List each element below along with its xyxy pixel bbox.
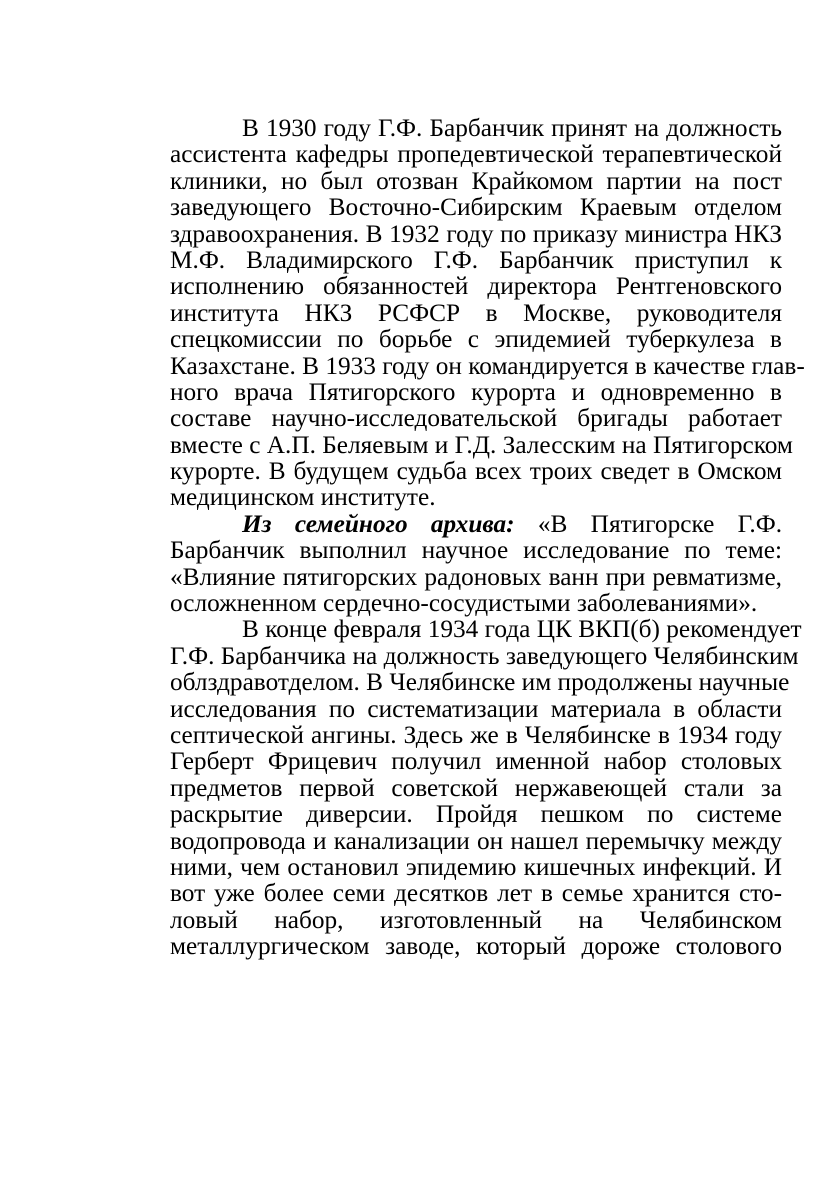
text-line: водопровода и канализации он нашел перемычку между xyxy=(170,826,782,855)
archive-label: Из семейного архива: xyxy=(242,509,515,538)
text-line: М.Ф. Владимирского Г.Ф. Барбанчик приступил к xyxy=(170,245,782,274)
text-line: вместе с А.П. Беляевым и Г.Д. Залесским на Пятигорском xyxy=(170,430,793,459)
text-line: В 1930 году Г.Ф. Барбанчик принят на должность xyxy=(242,114,782,142)
text-line: исполнению обязанностей директора Рентгеновского xyxy=(170,272,782,301)
paragraph-1 xyxy=(170,114,805,512)
text-line: исследования по систематизации материала в области xyxy=(170,694,782,723)
quote-start: «В Пятигорске Г.Ф. xyxy=(537,509,783,538)
body-text xyxy=(170,114,805,961)
text-line: вот уже более семи десятков лет в семье хранится сто- xyxy=(170,879,782,908)
text-line: спецкомиссии по борьбе с эпидемией туберкулеза в xyxy=(170,325,782,354)
text-line: септической ангины. Здесь же в Челябинске в 1934 году xyxy=(170,720,782,749)
text-line: Г.Ф. Барбанчика на должность заведующего Челябинским xyxy=(170,641,799,670)
text-line: Барбанчик выполнил научное исследование по теме: xyxy=(170,536,782,565)
text-line: института НКЗ РСФСР в Москве, руководителя xyxy=(170,298,782,327)
paragraph-2 xyxy=(170,511,782,617)
text-line: ними, чем остановил эпидемию кишечных инфекций. И xyxy=(170,852,782,881)
text-line: клиники, но был отозван Крайкомом партии на пост xyxy=(170,166,782,195)
text-line: ловый набор, изготовленный на Челябинском xyxy=(170,905,782,934)
text-line: металлургическом заводе, который дороже столового xyxy=(170,932,782,961)
text-line: ассистента кафедры пропедевтической терапевтической xyxy=(170,140,782,169)
text-line: заведующего Восточно-Сибирским Краевым отделом xyxy=(170,193,782,222)
text-line xyxy=(170,511,782,537)
text-line: составе научно-исследовательской бригады работает xyxy=(170,404,782,433)
text-line: здравоохранения. В 1932 году по приказу министра НКЗ xyxy=(170,219,782,248)
text-line: «Влияние пятигорских радоновых ванн при ревматизме, xyxy=(170,562,782,591)
text-line: Казахстане. В 1933 году он командируется в качестве глав- xyxy=(170,351,805,380)
text-line: облздравотделом. В Челябинске им продолжены научные xyxy=(170,668,790,697)
text-line: курорте. В будущем судьба всех троих сведет в Омском xyxy=(170,457,782,486)
text-line: ного врача Пятигорского курорта и одновременно в xyxy=(170,377,782,406)
text-line: медицинском институте. xyxy=(170,483,436,512)
paragraph-3 xyxy=(170,615,802,961)
text-line: В конце февраля 1934 года ЦК ВКП(б) рекомендует xyxy=(242,615,802,644)
text-line: раскрытие диверсии. Пройдя пешком по системе xyxy=(170,800,782,829)
text-line: Герберт Фрицевич получил именной набор столовых xyxy=(170,747,782,776)
text-line: предметов первой советской нержавеющей стали за xyxy=(170,773,782,802)
text-line: осложненном сердечно-сосудистыми заболеваниями». xyxy=(170,589,758,618)
